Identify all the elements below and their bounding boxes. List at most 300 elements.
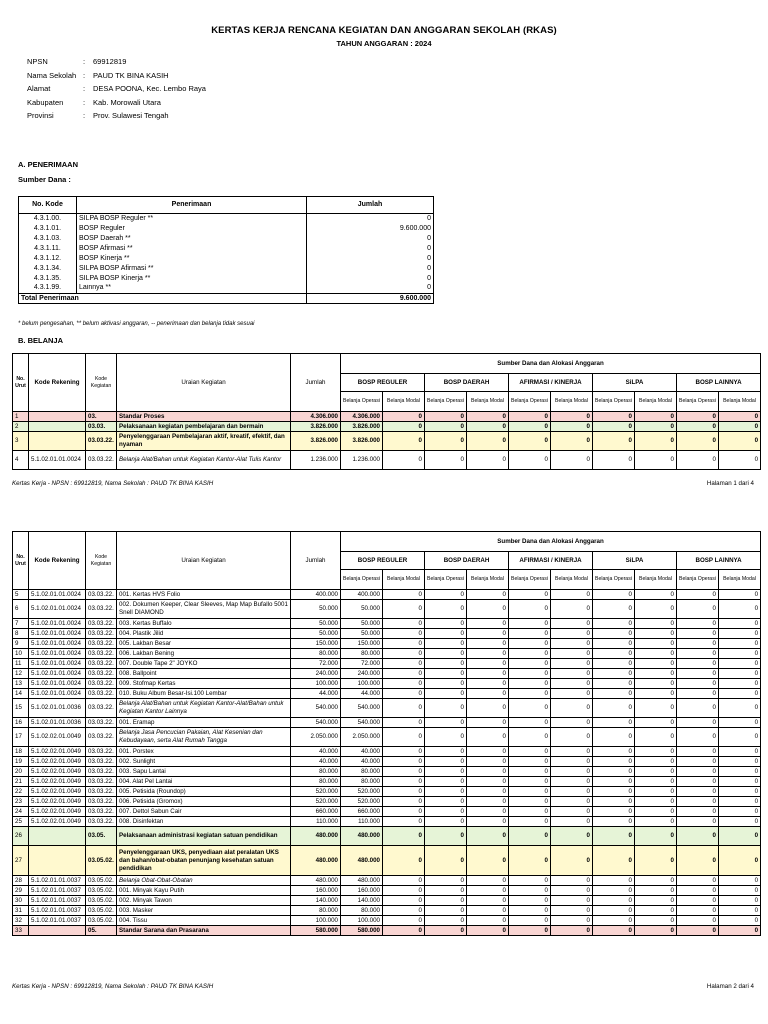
- jumlah-cell: 520.000: [291, 797, 341, 807]
- col-jumlah: Jumlah: [307, 197, 434, 214]
- penerimaan-cell: SILPA BOSP Reguler **: [77, 214, 307, 224]
- alokasi-cell: 0: [383, 649, 425, 659]
- belanja-row: [13, 451, 761, 470]
- jumlah-cell: 100.000: [291, 916, 341, 926]
- penerimaan-note: * belum pengesahan, ** belum aktivasi anggaran, -- penerimaan dan belanja tidak sesuai: [18, 321, 255, 327]
- jumlah-cell: 50.000: [291, 619, 341, 629]
- jumlah-cell: 100.000: [291, 679, 341, 689]
- jumlah-cell: 80.000: [291, 649, 341, 659]
- alokasi-cell: 0: [509, 926, 551, 936]
- alokasi-cell: 0: [383, 757, 425, 767]
- alokasi-cell: 80.000: [341, 649, 383, 659]
- info-separator: :: [83, 111, 86, 120]
- alokasi-cell: 0: [719, 777, 761, 787]
- alokasi-cell: 0: [509, 659, 551, 669]
- alokasi-cell: 0: [509, 747, 551, 757]
- col-belanja-modal: Belanja Modal: [551, 570, 593, 590]
- kode-kegiatan-cell: 03.03.22.: [86, 639, 117, 649]
- jumlah-cell: 80.000: [291, 906, 341, 916]
- belanja-row: [13, 747, 761, 757]
- alokasi-cell: 0: [677, 422, 719, 432]
- alokasi-cell: 0: [509, 797, 551, 807]
- kode-cell: 4.3.1.01.: [19, 224, 77, 234]
- alokasi-cell: 0: [509, 619, 551, 629]
- alokasi-cell: 0: [593, 827, 635, 846]
- alokasi-cell: 0: [509, 817, 551, 827]
- alokasi-cell: 0: [593, 817, 635, 827]
- alokasi-cell: 0: [551, 747, 593, 757]
- col-belanja-operasi: Belanja Operasi: [677, 570, 719, 590]
- alokasi-cell: 0: [425, 886, 467, 896]
- alokasi-cell: 0: [425, 896, 467, 906]
- jumlah-cell: 520.000: [291, 787, 341, 797]
- kode-rekening-cell: 5.1.02.01.01.0024: [29, 590, 86, 600]
- col-group: BOSP LAINNYA: [677, 374, 761, 392]
- uraian-cell: Belanja Jasa Pencucian Pakaian, Alat Kesenian dan Kebudayaan, serta Alat Rumah Tangga: [117, 728, 291, 747]
- alokasi-cell: 520.000: [341, 797, 383, 807]
- no-urut-cell: 28: [13, 876, 29, 886]
- belanja-row: [13, 896, 761, 906]
- no-urut-cell: 2: [13, 422, 29, 432]
- col-belanja-modal: Belanja Modal: [467, 392, 509, 412]
- kode-rekening-cell: 5.1.02.01.01.0024: [29, 451, 86, 470]
- alokasi-cell: 0: [509, 896, 551, 906]
- alokasi-cell: 0: [719, 422, 761, 432]
- jumlah-cell: 80.000: [291, 767, 341, 777]
- alokasi-cell: 0: [593, 451, 635, 470]
- no-urut-cell: 27: [13, 846, 29, 876]
- belanja-row: [13, 876, 761, 886]
- penerimaan-cell: BOSP Reguler: [77, 224, 307, 234]
- alokasi-cell: 0: [593, 926, 635, 936]
- no-urut-cell: 30: [13, 896, 29, 906]
- alokasi-cell: 480.000: [341, 827, 383, 846]
- kode-kegiatan-cell: 03.03.22.: [86, 807, 117, 817]
- jumlah-cell: 50.000: [291, 629, 341, 639]
- jumlah-cell: 0: [307, 254, 434, 264]
- alokasi-cell: 0: [551, 817, 593, 827]
- alokasi-cell: 0: [551, 689, 593, 699]
- school-info: [27, 57, 206, 125]
- penerimaan-row: [19, 254, 434, 264]
- col-uraian: Uraian Kegiatan: [117, 354, 291, 412]
- jumlah-cell: 580.000: [291, 926, 341, 936]
- alokasi-cell: 0: [635, 757, 677, 767]
- kode-rekening-cell: 5.1.02.01.01.0037: [29, 876, 86, 886]
- kode-rekening-cell: [29, 846, 86, 876]
- alokasi-cell: 0: [509, 718, 551, 728]
- alokasi-cell: 0: [425, 718, 467, 728]
- col-kode-kegiatan: Kode Kegiatan: [86, 354, 117, 412]
- uraian-cell: 001. Minyak Kayu Putih: [117, 886, 291, 896]
- alokasi-cell: 0: [719, 846, 761, 876]
- alokasi-cell: 0: [383, 926, 425, 936]
- alokasi-cell: 0: [677, 846, 719, 876]
- alokasi-cell: 0: [719, 718, 761, 728]
- col-belanja-modal: Belanja Modal: [719, 392, 761, 412]
- alokasi-cell: 0: [593, 629, 635, 639]
- penerimaan-row: [19, 264, 434, 274]
- alokasi-cell: 0: [593, 659, 635, 669]
- jumlah-cell: 0: [307, 284, 434, 294]
- footer-left-page2: Kertas Kerja - NPSN : 69912819, Nama Sekolah : PAUD TK BINA KASIH: [12, 983, 214, 990]
- no-urut-cell: 25: [13, 817, 29, 827]
- alokasi-cell: 3.826.000: [341, 422, 383, 432]
- alokasi-cell: 0: [677, 412, 719, 422]
- alokasi-cell: 0: [677, 590, 719, 600]
- alokasi-cell: 0: [635, 787, 677, 797]
- alokasi-cell: 0: [593, 747, 635, 757]
- alokasi-cell: 0: [467, 916, 509, 926]
- kode-rekening-cell: 5.1.02.02.01.0049: [29, 807, 86, 817]
- alokasi-cell: 0: [677, 639, 719, 649]
- alokasi-cell: 40.000: [341, 757, 383, 767]
- uraian-cell: 008. Disinfektan: [117, 817, 291, 827]
- alokasi-cell: 0: [467, 728, 509, 747]
- alokasi-cell: 0: [425, 422, 467, 432]
- belanja-row: [13, 728, 761, 747]
- alokasi-cell: 0: [551, 926, 593, 936]
- alokasi-cell: 0: [635, 876, 677, 886]
- alokasi-cell: 0: [425, 659, 467, 669]
- alokasi-cell: 0: [635, 797, 677, 807]
- alokasi-cell: 0: [425, 689, 467, 699]
- uraian-cell: 003. Masker: [117, 906, 291, 916]
- alokasi-cell: 0: [425, 649, 467, 659]
- belanja-table-page1: [12, 353, 761, 470]
- alokasi-cell: 0: [551, 876, 593, 886]
- total-value: 9.600.000: [307, 294, 434, 304]
- alokasi-cell: 0: [677, 747, 719, 757]
- uraian-cell: 002. Dokumen Keeper, Clear Sleeves, Map Map Bufallo 5001 Snell DIAMOND: [117, 600, 291, 619]
- info-value: 69912819: [93, 57, 127, 66]
- jumlah-cell: 0: [307, 264, 434, 274]
- alokasi-cell: 0: [719, 679, 761, 689]
- alokasi-cell: 0: [635, 807, 677, 817]
- col-belanja-modal: Belanja Modal: [467, 570, 509, 590]
- col-sumber-dana: Sumber Dana dan Alokasi Anggaran: [341, 532, 761, 552]
- penerimaan-row: [19, 214, 434, 224]
- uraian-cell: 002. Minyak Tawon: [117, 896, 291, 906]
- col-group: AFIRMASI / KINERJA: [509, 552, 593, 570]
- belanja-row: [13, 412, 761, 422]
- alokasi-cell: 0: [677, 876, 719, 886]
- alokasi-cell: 0: [383, 728, 425, 747]
- info-value: PAUD TK BINA KASIH: [93, 70, 169, 80]
- no-urut-cell: 24: [13, 807, 29, 817]
- alokasi-cell: 0: [383, 590, 425, 600]
- kode-rekening-cell: 5.1.02.02.01.0049: [29, 777, 86, 787]
- alokasi-cell: 0: [425, 669, 467, 679]
- alokasi-cell: 0: [719, 412, 761, 422]
- alokasi-cell: 44.000: [341, 689, 383, 699]
- alokasi-cell: 0: [593, 619, 635, 629]
- alokasi-cell: 0: [677, 629, 719, 639]
- uraian-cell: 010. Buku Album Besar-Isi.100 Lembar: [117, 689, 291, 699]
- uraian-cell: 008. Ballpoint: [117, 669, 291, 679]
- kode-rekening-cell: [29, 827, 86, 846]
- info-row: [27, 71, 206, 85]
- penerimaan-row: [19, 284, 434, 294]
- alokasi-cell: 0: [551, 659, 593, 669]
- kode-rekening-cell: 5.1.02.01.01.0024: [29, 649, 86, 659]
- footer-page1: Halaman 1 dari 4: [706, 480, 754, 487]
- alokasi-cell: 0: [509, 412, 551, 422]
- alokasi-cell: 0: [551, 916, 593, 926]
- alokasi-cell: 0: [677, 432, 719, 451]
- uraian-cell: Belanja Alat/Bahan untuk Kegiatan Kantor-Alat/Bahan untuk Kegiatan Kantor Lainnya: [117, 699, 291, 718]
- alokasi-cell: 0: [383, 787, 425, 797]
- info-label: Kabupaten: [27, 97, 64, 107]
- alokasi-cell: 0: [383, 659, 425, 669]
- jumlah-cell: 480.000: [291, 827, 341, 846]
- alokasi-cell: 0: [467, 432, 509, 451]
- alokasi-cell: 0: [635, 669, 677, 679]
- penerimaan-total-row: [19, 294, 434, 304]
- info-value: DESA POONA, Kec. Lembo Raya: [93, 84, 206, 93]
- alokasi-cell: 0: [719, 619, 761, 629]
- belanja-row: [13, 807, 761, 817]
- belanja-row: [13, 846, 761, 876]
- alokasi-cell: 0: [677, 777, 719, 787]
- alokasi-cell: 0: [467, 451, 509, 470]
- alokasi-cell: 150.000: [341, 639, 383, 649]
- alokasi-cell: 0: [383, 777, 425, 787]
- col-belanja-operasi: Belanja Operasi: [425, 570, 467, 590]
- footer-left-page1: Kertas Kerja - NPSN : 69912819, Nama Sekolah : PAUD TK BINA KASIH: [12, 480, 214, 487]
- uraian-cell: 003. Kertas Buffalo: [117, 619, 291, 629]
- alokasi-cell: 0: [677, 451, 719, 470]
- col-group: BOSP DAERAH: [425, 552, 509, 570]
- alokasi-cell: 0: [551, 422, 593, 432]
- alokasi-cell: 0: [635, 590, 677, 600]
- section-belanja-title: B. BELANJA: [18, 336, 64, 345]
- alokasi-cell: 80.000: [341, 906, 383, 916]
- alokasi-cell: 0: [509, 767, 551, 777]
- alokasi-cell: 0: [551, 412, 593, 422]
- alokasi-cell: 0: [593, 767, 635, 777]
- no-urut-cell: 15: [13, 699, 29, 718]
- alokasi-cell: 0: [467, 422, 509, 432]
- alokasi-cell: 0: [551, 451, 593, 470]
- penerimaan-table: [18, 196, 434, 304]
- alokasi-cell: 0: [467, 827, 509, 846]
- alokasi-cell: 0: [467, 600, 509, 619]
- alokasi-cell: 0: [635, 827, 677, 846]
- no-urut-cell: 12: [13, 669, 29, 679]
- alokasi-cell: 0: [677, 659, 719, 669]
- alokasi-cell: 0: [467, 718, 509, 728]
- jumlah-cell: 44.000: [291, 689, 341, 699]
- section-penerimaan-title: A. PENERIMAAN: [18, 160, 79, 169]
- kode-cell: 4.3.1.34.: [19, 264, 77, 274]
- uraian-cell: 006. Petisida (Gromox): [117, 797, 291, 807]
- alokasi-cell: 0: [677, 718, 719, 728]
- kode-kegiatan-cell: 03.05.02.: [86, 906, 117, 916]
- alokasi-cell: 0: [425, 412, 467, 422]
- belanja-row: [13, 699, 761, 718]
- alokasi-cell: 0: [719, 817, 761, 827]
- kode-kegiatan-cell: 03.03.22.: [86, 767, 117, 777]
- kode-rekening-cell: 5.1.02.01.01.0037: [29, 906, 86, 916]
- alokasi-cell: 0: [551, 629, 593, 639]
- col-no-urut: No. Urut: [13, 354, 29, 412]
- alokasi-cell: 0: [635, 916, 677, 926]
- alokasi-cell: 0: [677, 906, 719, 916]
- alokasi-cell: 0: [551, 590, 593, 600]
- alokasi-cell: 0: [677, 916, 719, 926]
- alokasi-cell: 0: [677, 600, 719, 619]
- kode-rekening-cell: [29, 432, 86, 451]
- penerimaan-cell: BOSP Daerah **: [77, 234, 307, 244]
- alokasi-cell: 0: [383, 619, 425, 629]
- alokasi-cell: 240.000: [341, 669, 383, 679]
- alokasi-cell: 0: [509, 699, 551, 718]
- alokasi-cell: 0: [719, 876, 761, 886]
- alokasi-cell: 0: [509, 906, 551, 916]
- kode-cell: 4.3.1.03.: [19, 234, 77, 244]
- kode-kegiatan-cell: 03.03.22.: [86, 600, 117, 619]
- penerimaan-row: [19, 224, 434, 234]
- kode-kegiatan-cell: 03.05.: [86, 827, 117, 846]
- belanja-table-page2: [12, 531, 761, 936]
- col-belanja-operasi: Belanja Operasi: [341, 392, 383, 412]
- belanja-row: [13, 639, 761, 649]
- alokasi-cell: 0: [635, 659, 677, 669]
- kode-kegiatan-cell: 03.03.22.: [86, 747, 117, 757]
- jumlah-cell: 40.000: [291, 747, 341, 757]
- sumber-dana-label: Sumber Dana :: [18, 175, 71, 184]
- alokasi-cell: 0: [635, 639, 677, 649]
- penerimaan-cell: BOSP Kinerja **: [77, 254, 307, 264]
- alokasi-cell: 4.306.000: [341, 412, 383, 422]
- alokasi-cell: 0: [677, 757, 719, 767]
- alokasi-cell: 0: [425, 629, 467, 639]
- alokasi-cell: 0: [593, 896, 635, 906]
- jumlah-cell: 3.826.000: [291, 422, 341, 432]
- no-urut-cell: 20: [13, 767, 29, 777]
- no-urut-cell: 1: [13, 412, 29, 422]
- alokasi-cell: 0: [551, 777, 593, 787]
- belanja-row: [13, 600, 761, 619]
- alokasi-cell: 0: [719, 728, 761, 747]
- no-urut-cell: 14: [13, 689, 29, 699]
- alokasi-cell: 0: [383, 906, 425, 916]
- kode-kegiatan-cell: 03.03.22.: [86, 777, 117, 787]
- alokasi-cell: 0: [467, 896, 509, 906]
- alokasi-cell: 0: [593, 777, 635, 787]
- alokasi-cell: 0: [677, 817, 719, 827]
- alokasi-cell: 0: [509, 432, 551, 451]
- alokasi-cell: 0: [383, 451, 425, 470]
- alokasi-cell: 0: [677, 886, 719, 896]
- no-urut-cell: 9: [13, 639, 29, 649]
- alokasi-cell: 0: [635, 689, 677, 699]
- alokasi-cell: 80.000: [341, 767, 383, 777]
- jumlah-cell: 2.050.000: [291, 728, 341, 747]
- alokasi-cell: 0: [593, 876, 635, 886]
- alokasi-cell: 0: [425, 600, 467, 619]
- alokasi-cell: 50.000: [341, 600, 383, 619]
- alokasi-cell: 3.826.000: [341, 432, 383, 451]
- kode-rekening-cell: 5.1.02.01.01.0024: [29, 619, 86, 629]
- alokasi-cell: 0: [719, 896, 761, 906]
- jumlah-cell: 40.000: [291, 757, 341, 767]
- no-urut-cell: 6: [13, 600, 29, 619]
- kode-kegiatan-cell: 03.03.22.: [86, 451, 117, 470]
- jumlah-cell: 480.000: [291, 846, 341, 876]
- kode-rekening-cell: 5.1.02.01.01.0037: [29, 916, 86, 926]
- alokasi-cell: 480.000: [341, 846, 383, 876]
- kode-kegiatan-cell: 03.05.02.: [86, 846, 117, 876]
- alokasi-cell: 0: [677, 649, 719, 659]
- col-belanja-modal: Belanja Modal: [635, 570, 677, 590]
- alokasi-cell: 0: [635, 699, 677, 718]
- alokasi-cell: 0: [719, 689, 761, 699]
- belanja-row: [13, 590, 761, 600]
- alokasi-cell: 0: [677, 926, 719, 936]
- kode-rekening-cell: 5.1.02.01.01.0024: [29, 600, 86, 619]
- alokasi-cell: 0: [551, 600, 593, 619]
- alokasi-cell: 660.000: [341, 807, 383, 817]
- belanja-row: [13, 619, 761, 629]
- belanja-row: [13, 777, 761, 787]
- kode-rekening-cell: 5.1.02.01.01.0024: [29, 629, 86, 639]
- info-separator: :: [83, 97, 86, 107]
- alokasi-cell: 0: [383, 600, 425, 619]
- alokasi-cell: 0: [635, 926, 677, 936]
- col-group: AFIRMASI / KINERJA: [509, 374, 593, 392]
- alokasi-cell: 0: [551, 846, 593, 876]
- alokasi-cell: 0: [467, 926, 509, 936]
- kode-kegiatan-cell: 03.03.22.: [86, 699, 117, 718]
- kode-kegiatan-cell: 03.03.22.: [86, 757, 117, 767]
- jumlah-cell: 140.000: [291, 896, 341, 906]
- no-urut-cell: 3: [13, 432, 29, 451]
- col-penerimaan: Penerimaan: [77, 197, 307, 214]
- alokasi-cell: 0: [383, 896, 425, 906]
- alokasi-cell: 0: [383, 767, 425, 777]
- alokasi-cell: 0: [509, 639, 551, 649]
- alokasi-cell: 0: [677, 797, 719, 807]
- alokasi-cell: 0: [677, 767, 719, 777]
- alokasi-cell: 0: [635, 728, 677, 747]
- no-urut-cell: 7: [13, 619, 29, 629]
- jumlah-cell: 540.000: [291, 699, 341, 718]
- kode-kegiatan-cell: 03.03.22.: [86, 659, 117, 669]
- kode-cell: 4.3.1.12.: [19, 254, 77, 264]
- kode-cell: 4.3.1.11.: [19, 244, 77, 254]
- alokasi-cell: 0: [593, 757, 635, 767]
- alokasi-cell: 0: [719, 659, 761, 669]
- document-subtitle: TAHUN ANGGARAN : 2024: [336, 39, 432, 48]
- alokasi-cell: 0: [425, 846, 467, 876]
- alokasi-cell: 0: [719, 669, 761, 679]
- belanja-row: [13, 767, 761, 777]
- alokasi-cell: 0: [467, 669, 509, 679]
- info-row: [27, 84, 206, 98]
- kode-rekening-cell: 5.1.02.01.01.0024: [29, 639, 86, 649]
- jumlah-cell: 0: [307, 214, 434, 224]
- alokasi-cell: 0: [635, 747, 677, 757]
- belanja-row: [13, 906, 761, 916]
- uraian-cell: Standar Proses: [117, 412, 291, 422]
- footer-page2: Halaman 2 dari 4: [706, 983, 754, 990]
- no-urut-cell: 29: [13, 886, 29, 896]
- info-value: Prov. Sulawesi Tengah: [93, 111, 169, 120]
- alokasi-cell: 0: [593, 639, 635, 649]
- info-row: [27, 98, 206, 112]
